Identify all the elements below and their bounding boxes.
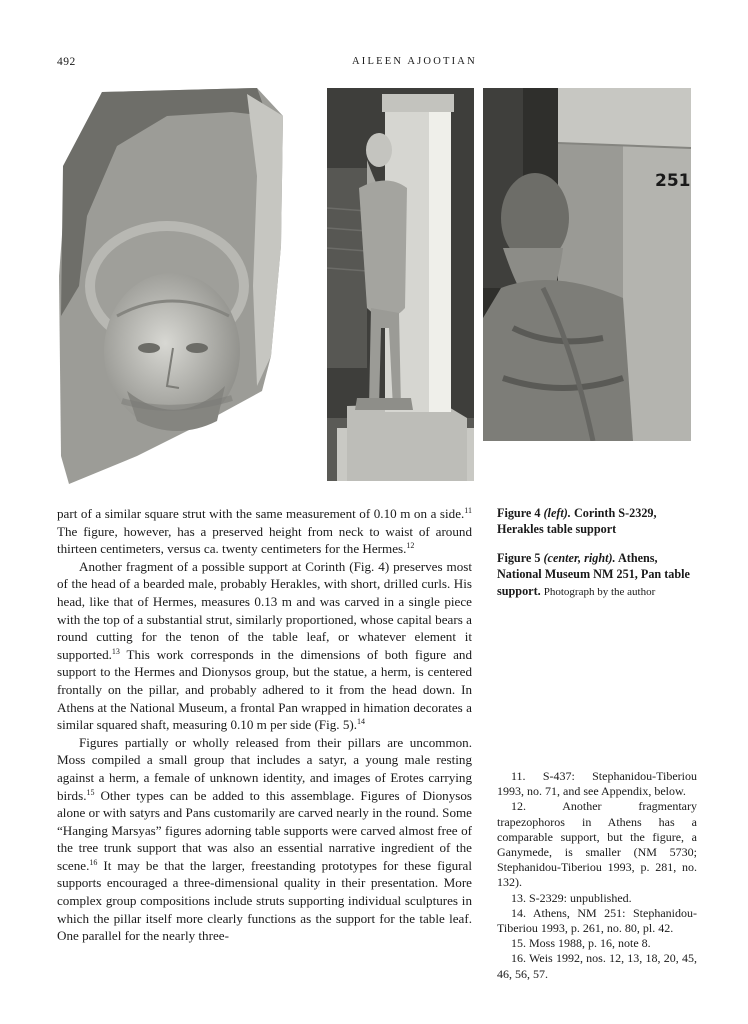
figure-captions — [497, 505, 697, 612]
body-paragraph: part of a similar square strut with the same measurement of 0.10 m on a side.$^{11}$ The figure, however, has a preserved height from neck to waist of around thirteen centimeters, versus ca. twenty centimeters for the Hermes.$^{12}$ — [57, 506, 472, 557]
caption-figure-5: Figure 5 (center, right). Athens, National Museum NM 251, Pan table support. Photograph by the author — [497, 550, 690, 598]
body-paragraph: Another fragment of a possible support at Corinth (Fig. 4) preserves most of the head of a bearded male, probably Herakles, with short, drilled curls. His head, like that of Hermes, measures 0.13 m and was carved in a single piece with the top of a substantial strut, similarly proportioned, whose capital bears a round cutting for the tenon of the table leaf, or whatever element it supported.$^{13}$ This work corresponds in the dimensions of both figure and support to the Hermes and Dionysos group, but the statue, a herm, is centered frontally on the pillar, and probably adhered to it from the head down. In Athens at the National Museum, a frontal Pan wrapped in himation decorates a similar squared shaft, measuring 0.10 m per side (Fig. 5).$^{14}$ — [57, 558, 472, 733]
footnote-16: 16. Weis 1992, nos. 12, 13, 18, 20, 45, 46, 56, 57. — [497, 951, 697, 981]
museum-number-label: 251 — [655, 171, 691, 191]
footnote-ref[interactable]: 14 — [357, 717, 366, 727]
figure-5-center-photo — [327, 88, 474, 481]
body-paragraph: Figures partially or wholly released from their pillars are uncommon. Moss compiled a small group that includes a satyr, a young male resting against a herm, a female of unknown identity, and images of Erotes carrying birds.$^{15}$ Other types can be added to this assemblage. Figures of Dionysos alone or with satyrs and Pans customarily are carved nearly in the round. Some “Hanging Marsyas” figures adorning table supports were carved almost free of the tree trunk support that was also an essential narrative ingredient of the scene.$^{16}$ It may be that the larger, freestanding prototypes for these figural supports encouraged a three-dimensional quality in their presentation. More complex group compositions include struts supporting individual sculptures in which the pillar itself more clearly functions as the support for the table leaf. One parallel for the nearly three- — [57, 734, 472, 944]
figure-4-photo — [57, 86, 288, 486]
footnote-11: 11. S-437: Stephanidou-Tiberiou 1993, no. 71, and see Appendix, below. — [497, 769, 697, 799]
running-head-author: AILEEN AJOOTIAN — [352, 56, 477, 67]
body-text — [57, 505, 472, 945]
photo-credit: Photograph by the author — [543, 585, 656, 598]
footnote-15: 15. Moss 1988, p. 16, note 8. — [511, 936, 651, 951]
footnote-ref[interactable]: 15 — [86, 787, 95, 797]
footnote-12: 12. Another fragmentary trapezophoros in Athens has a comparable support, but the figure, a Ganymede, is smaller (NM 5730; Stephanidou-Tiberiou 1993, p. 281, no. 132). — [497, 799, 697, 890]
page-number: 492 — [57, 56, 76, 68]
footnote-ref[interactable]: 12 — [406, 541, 415, 551]
footnote-ref[interactable]: 11 — [464, 506, 472, 515]
footnote-ref[interactable]: 16 — [89, 857, 98, 867]
footnotes — [497, 769, 697, 982]
footnote-ref[interactable]: 13 — [111, 646, 120, 656]
footnote-13: 13. S-2329: unpublished. — [511, 890, 632, 905]
figure-5-right-photo — [483, 88, 691, 441]
caption-figure-4: Figure 4 (left). Corinth S-2329, Herakles table support — [497, 506, 657, 537]
footnote-14: 14. Athens, NM 251: Stephanidou-Tiberiou 1993, p. 261, no. 80, pl. 42. — [497, 905, 697, 936]
